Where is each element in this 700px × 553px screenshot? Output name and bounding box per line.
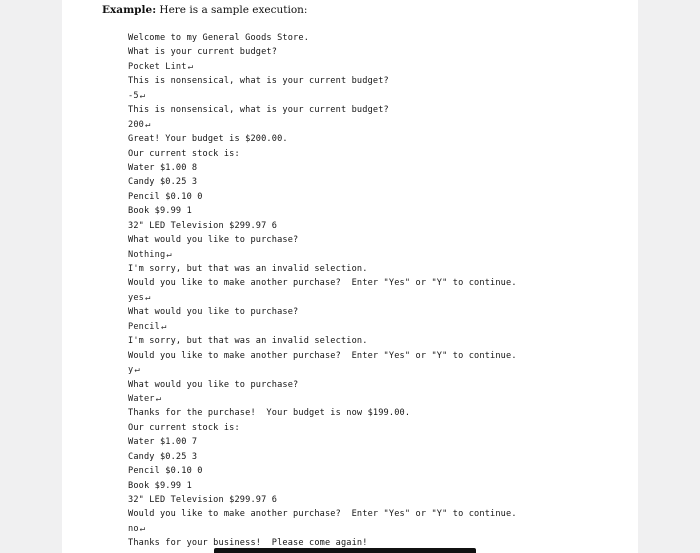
line-text: Would you like to make another purchase? Enter "Yes" or "Y" to continue.: [128, 278, 517, 289]
line-text: This is nonsensical, what is your current budget?: [128, 105, 389, 116]
user-input-line: [128, 522, 517, 536]
example-description: Here is a sample execution:: [159, 4, 308, 16]
output-line: [128, 74, 517, 88]
document-page: [62, 0, 638, 553]
output-line: [128, 276, 517, 290]
example-label: Example:: [102, 4, 157, 16]
line-text: -5: [128, 90, 139, 101]
output-line: [128, 421, 517, 435]
return-key-icon: ↵: [155, 393, 162, 404]
output-line: [128, 147, 517, 161]
line-text: 32" LED Television $299.97 6: [128, 220, 278, 231]
output-line: [128, 175, 517, 189]
line-text: Would you like to make another purchase? Enter "Yes" or "Y" to continue.: [128, 350, 517, 361]
output-line: [128, 378, 517, 392]
line-text: Pencil $0.10 0: [128, 191, 203, 202]
output-line: [128, 262, 517, 276]
line-text: What would you like to purchase?: [128, 235, 299, 246]
line-text: Our current stock is:: [128, 148, 240, 159]
line-text: Candy $0.25 3: [128, 177, 198, 188]
output-line: [128, 479, 517, 493]
user-input-line: [128, 363, 517, 377]
output-line: [128, 349, 517, 363]
output-line: [128, 507, 517, 521]
output-line: [128, 334, 517, 348]
output-line: [128, 435, 517, 449]
line-text: This is nonsensical, what is your current budget?: [128, 76, 389, 87]
line-text: Pencil: [128, 321, 160, 332]
line-text: Water $1.00 8: [128, 162, 198, 173]
line-text: Our current stock is:: [128, 422, 240, 433]
line-text: Book $9.99 1: [128, 480, 192, 491]
output-line: [128, 450, 517, 464]
return-key-icon: ↵: [139, 90, 146, 101]
line-text: Great! Your budget is $200.00.: [128, 134, 288, 145]
user-input-line: [128, 248, 517, 262]
output-line: [128, 493, 517, 507]
line-text: What would you like to purchase?: [128, 307, 299, 318]
user-input-line: [128, 118, 517, 132]
output-line: [128, 219, 517, 233]
line-text: y: [128, 365, 134, 376]
line-text: no: [128, 523, 139, 534]
user-input-line: [128, 320, 517, 334]
line-text: Thanks for your business! Please come again!: [128, 538, 368, 549]
output-line: [128, 132, 517, 146]
line-text: Pocket Lint: [128, 61, 187, 72]
line-text: Water: [128, 393, 155, 404]
line-text: I'm sorry, but that was an invalid selection.: [128, 336, 368, 347]
line-text: Would you like to make another purchase? Enter "Yes" or "Y" to continue.: [128, 509, 517, 520]
line-text: Nothing: [128, 249, 166, 260]
line-text: Pencil $0.10 0: [128, 466, 203, 477]
output-line: [128, 31, 517, 45]
output-line: [128, 305, 517, 319]
return-key-icon: ↵: [144, 292, 151, 303]
user-input-line: [128, 392, 517, 406]
line-text: Welcome to my General Goods Store.: [128, 33, 310, 43]
line-text: 32" LED Television $299.97 6: [128, 495, 278, 505]
user-input-line: [128, 60, 517, 74]
user-input-line: [128, 291, 517, 305]
line-text: Candy $0.25 3: [128, 451, 198, 462]
output-line: [128, 45, 517, 59]
user-input-line: [128, 89, 517, 103]
line-text: What is your current budget?: [128, 47, 278, 58]
line-text: 200: [128, 119, 144, 130]
line-text: I'm sorry, but that was an invalid selection.: [128, 264, 368, 274]
sample-execution-output: [128, 31, 517, 551]
return-key-icon: ↵: [187, 61, 194, 72]
output-line: [128, 233, 517, 247]
return-key-icon: ↵: [144, 119, 151, 130]
line-text: yes: [128, 292, 144, 303]
line-text: Thanks for the purchase! Your budget is now $199.00.: [128, 408, 411, 419]
example-heading: [102, 4, 307, 16]
line-text: Book $9.99 1: [128, 206, 192, 217]
return-key-icon: ↵: [139, 523, 146, 534]
scroll-indicator-bar: [214, 548, 476, 553]
return-key-icon: ↵: [134, 365, 140, 376]
line-text: Water $1.00 7: [128, 437, 198, 448]
output-line: [128, 204, 517, 218]
output-line: [128, 161, 517, 175]
output-line: [128, 464, 517, 478]
output-line: [128, 406, 517, 420]
output-line: [128, 103, 517, 117]
line-text: What would you like to purchase?: [128, 379, 299, 390]
return-key-icon: ↵: [166, 249, 172, 260]
output-line: [128, 190, 517, 204]
return-key-icon: ↵: [160, 321, 167, 332]
